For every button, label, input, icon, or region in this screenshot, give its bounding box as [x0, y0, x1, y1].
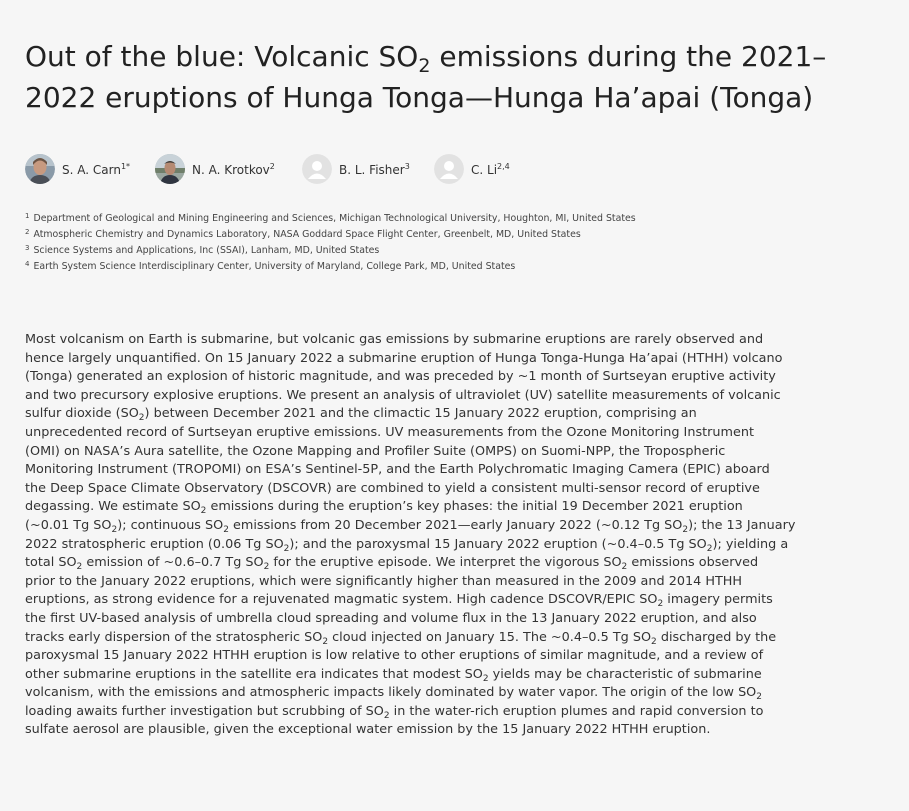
author-name: S. A. Carn$^{1*}$	[62, 162, 131, 177]
abstract-line: other submarine eruptions in the satellite era indicates that modest $SO_2$ yields may be characteristic of submarine	[25, 666, 762, 684]
affiliation-1: $^1$ Department of Geological and Mining Engineering and Sciences, Michigan Technological University, Houghton, MI, United States	[25, 212, 636, 224]
affiliation-4: $^4$ Earth System Science Interdisciplinary Center, University of Maryland, College Park, MD, United States	[25, 260, 516, 272]
abstract-line: the first UV-based analysis of umbrella cloud spreading and volume flux in the 13 January 2022 eruption, and also	[25, 610, 757, 626]
abstract-line: (OMI) on NASA’s Aura satellite, the Ozone Mapping and Profiler Suite (OMPS) on Suomi-NPP, the Tropospheric	[25, 443, 726, 459]
abstract-line: Most volcanism on Earth is submarine, but volcanic gas emissions by submarine eruptions are rarely observed and	[25, 332, 764, 347]
avatar	[25, 154, 55, 184]
affiliation-3: $^3$ Science Systems and Applications, Inc (SSAI), Lanham, MD, United States	[25, 244, 380, 256]
abstract-line: 2022 stratospheric eruption (0.06 Tg $SO_2$); and the paroxysmal 15 January 2022 eruption (~0.4–0.5 Tg $SO_2$); yielding a	[25, 536, 789, 554]
affiliation-2: $^2$ Atmospheric Chemistry and Dynamics Laboratory, NASA Goddard Space Flight Center, Greenbelt, MD, United States	[25, 228, 581, 240]
article-title	[25, 36, 885, 118]
abstract-line: paroxysmal 15 January 2022 HTHH eruption is low relative to other eruptions of similar magnitude, and a review of	[25, 648, 764, 664]
avatar	[155, 154, 185, 184]
title-text: 2022 eruptions of Hunga Tonga—Hunga Ha’apai (Tonga)	[25, 81, 814, 114]
abstract-line: eruptions, as strong evidence for a rejuvenated magmatic system. High cadence DSCOVR/EPIC $SO_2$ imagery permits	[25, 592, 773, 610]
abstract-line: sulfur dioxide $(SO_2)$ between December 2021 and the climactic 15 January 2022 eruption, comprising an	[25, 406, 697, 424]
abstract-line: prior to the January 2022 eruptions, which were significantly higher than measured in the 2009 and 2014 HTHH	[25, 573, 743, 589]
author-name: C. Li$^{2,4}$	[471, 162, 510, 177]
abstract-line: (~0.01 Tg $SO_2$); continuous $SO_2$ emissions from 20 December 2021—early January 2022 (~0.12 Tg $SO_2$); the 13 January	[25, 517, 796, 535]
title-text: Out of the blue: Volcanic SO	[25, 40, 419, 73]
abstract-line: total $SO_2$ emission of ~0.6–0.7 Tg $SO_2$ for the eruptive episode. We interpret the vigorous $SO_2$ emissions observed	[25, 555, 759, 573]
abstract-line: hence largely unquantified. On 15 January 2022 a submarine eruption of Hunga Tonga-Hunga Ha’apai (HTHH) volcano	[25, 350, 783, 366]
abstract-line: (Tonga) generated an explosion of historic magnitude, and was preceded by ~1 month of Surtseyan eruptive activity	[25, 369, 776, 385]
avatar-placeholder-icon	[302, 154, 332, 184]
abstract-line: degassing. We estimate $SO_2$ emissions during the eruption’s key phases: the initial 19 December 2021 eruption	[25, 499, 743, 517]
title-text: emissions during the 2021–	[430, 40, 827, 73]
abstract-line: unprecedented record of Surtseyan eruptive emissions. UV measurements from the Ozone Monitoring Instrument	[25, 424, 754, 440]
avatar-placeholder-icon	[434, 154, 464, 184]
abstract-text	[25, 331, 860, 740]
title-subscript: 2	[418, 55, 431, 77]
abstract-line: loading awaits further investigation but scrubbing of $SO_2$ in the water-rich eruption plumes and rapid conversion to	[25, 703, 764, 721]
abstract-line: Monitoring Instrument (TROPOMI) on ESA’s Sentinel-5P, and the Earth Polychromatic Imaging Camera (EPIC) aboard	[25, 462, 770, 478]
author-name: N. A. Krotkov$^2$	[192, 162, 275, 177]
author-name: B. L. Fisher$^3$	[339, 162, 410, 177]
abstract-line: volcanism, with the emissions and atmospheric impacts likely dominated by water vapor. The origin of the low $SO_2$	[25, 685, 762, 703]
abstract-line: sulfate aerosol are plausible, given the exceptional water emission by the 15 January 2022 HTHH eruption.	[25, 722, 711, 738]
abstract-line: tracks early dispersion of the stratospheric $SO_2$ cloud injected on January 15. The ~0.4–0.5 Tg $SO_2$ discharged by the	[25, 629, 777, 647]
abstract-line: the Deep Space Climate Observatory (DSCOVR) are combined to yield a consistent multi-sensor record of eruptive	[25, 480, 760, 496]
abstract-line: and two precursory explosive eruptions. We present an analysis of ultraviolet (UV) satellite measurements of volcanic	[25, 387, 781, 403]
